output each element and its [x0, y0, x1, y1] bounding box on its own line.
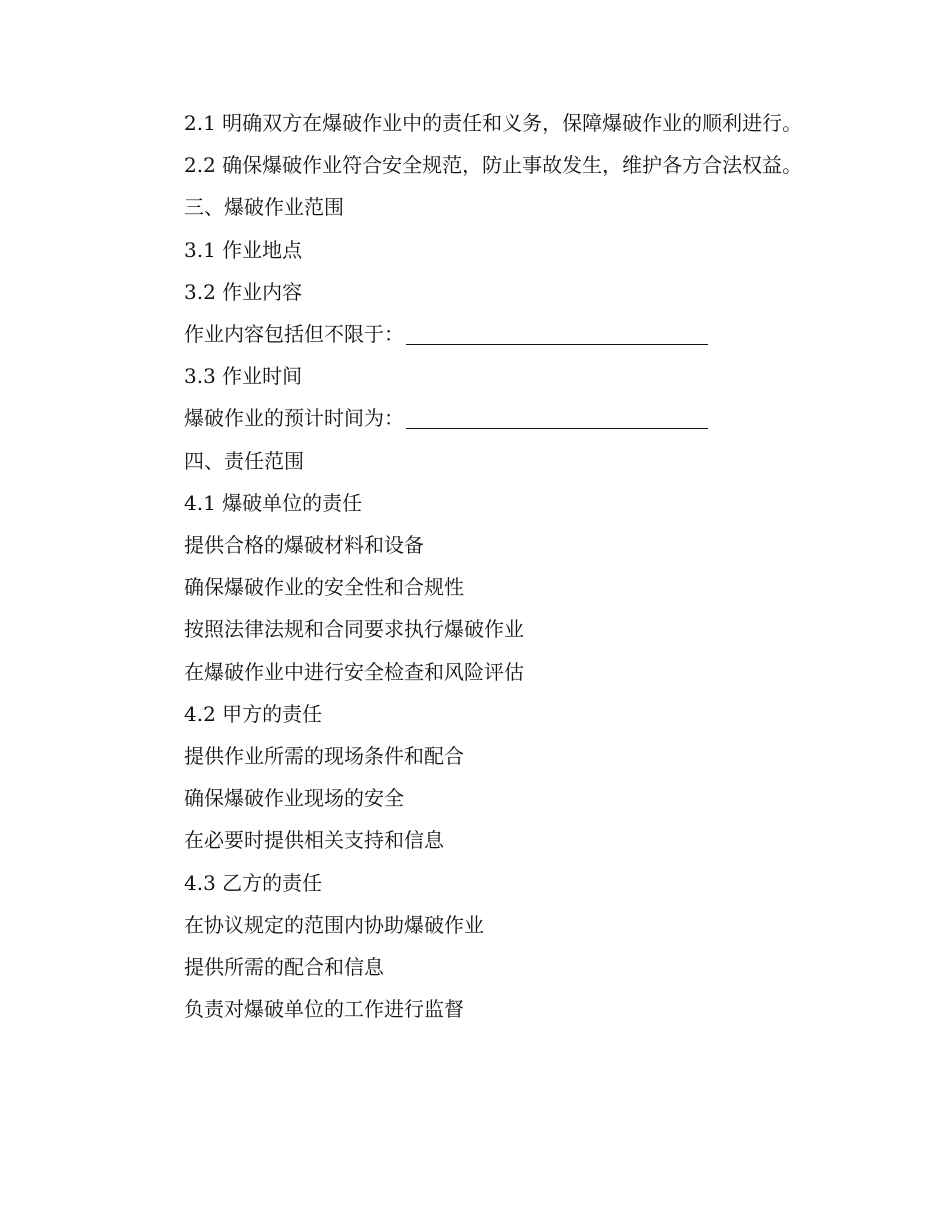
- list-item: 确保爆破作业的安全性和合规性: [184, 575, 464, 600]
- list-item: 提供所需的配合和信息: [184, 955, 384, 980]
- content-blank-line: [406, 343, 708, 345]
- section-4-heading: 四、责任范围: [184, 448, 304, 473]
- paragraph-2-1: 2.1 明确双方在爆破作业中的责任和义务，保障爆破作业的顺利进行。: [184, 111, 803, 135]
- time-label: 爆破作业的预计时间为：: [184, 406, 404, 431]
- item-3-1: 3.1 作业地点: [184, 237, 303, 262]
- list-item: 按照法律法规和合同要求执行爆破作业: [184, 617, 524, 642]
- item-4-2: 4.2 甲方的责任: [184, 701, 323, 726]
- list-item: 在爆破作业中进行安全检查和风险评估: [184, 659, 524, 684]
- document-body: [140, 102, 805, 1030]
- list-item: 在必要时提供相关支持和信息: [184, 828, 444, 853]
- list-item: 确保爆破作业现场的安全: [184, 786, 404, 811]
- time-line: [140, 397, 805, 439]
- item-4-1: 4.1 爆破单位的责任: [184, 490, 363, 515]
- item-3-2: 3.2 作业内容: [184, 279, 303, 304]
- content-line: [140, 313, 805, 355]
- item-4-3: 4.3 乙方的责任: [184, 870, 323, 895]
- section-3-heading: 三、爆破作业范围: [184, 195, 344, 220]
- time-blank-line: [406, 427, 708, 429]
- content-label: 作业内容包括但不限于：: [184, 322, 404, 347]
- list-item: 负责对爆破单位的工作进行监督: [184, 997, 464, 1022]
- list-item: 在协议规定的范围内协助爆破作业: [184, 912, 484, 937]
- list-item: 提供合格的爆破材料和设备: [184, 533, 424, 558]
- paragraph-2-2: 2.2 确保爆破作业符合安全规范，防止事故发生，维护各方合法权益。: [184, 153, 803, 178]
- item-3-3: 3.3 作业时间: [184, 364, 303, 389]
- list-item: 提供作业所需的现场条件和配合: [184, 744, 464, 769]
